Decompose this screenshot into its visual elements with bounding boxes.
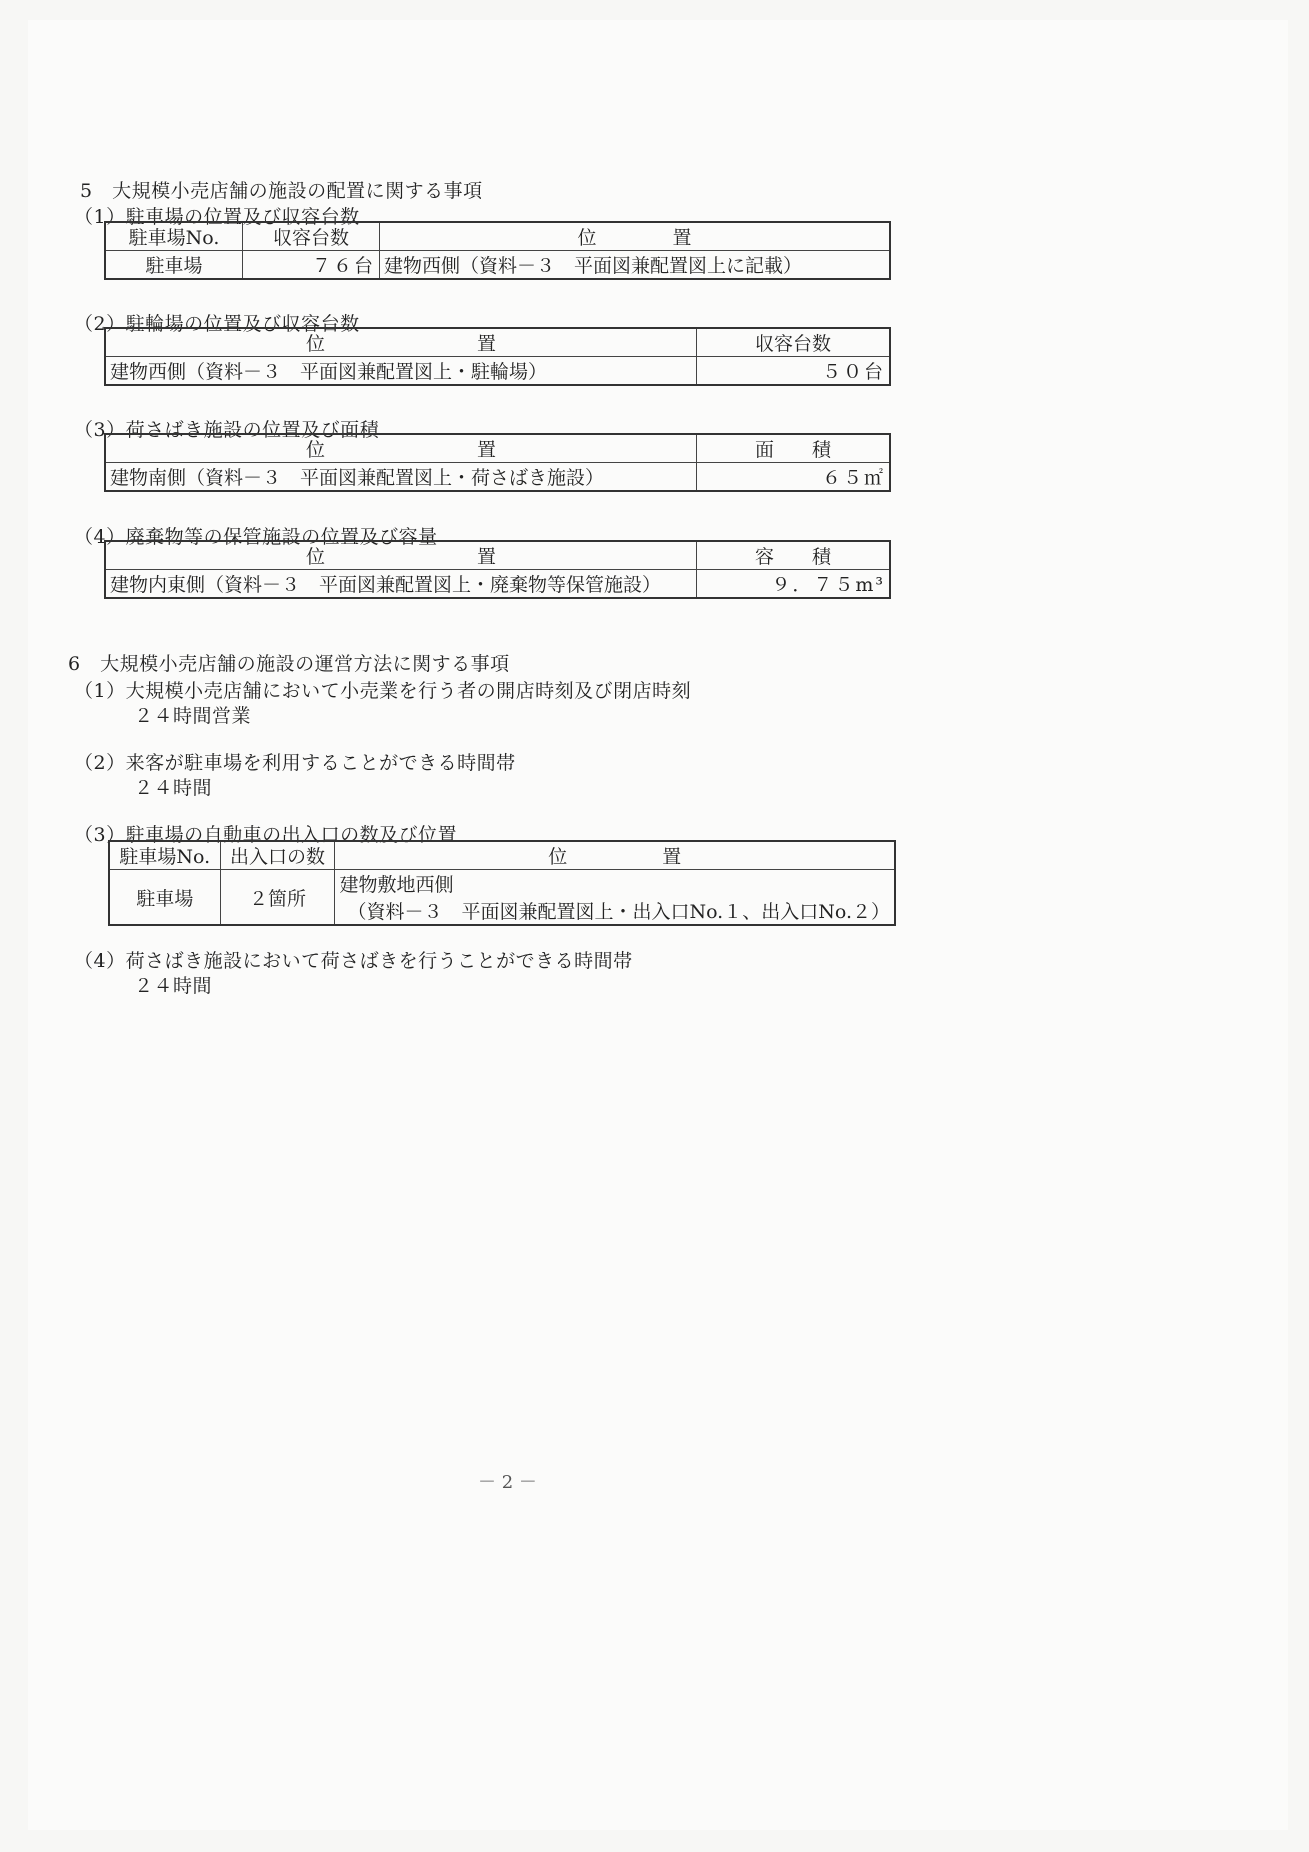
location-line-2: （資料－３ 平面図兼配置図上・出入口No.１、出入口No.２） (347, 901, 890, 923)
table-row (105, 570, 890, 599)
header-cell: 位 置 (105, 328, 697, 357)
table-header-row (109, 841, 895, 870)
table-row (105, 251, 890, 280)
parking-hours-subtitle: （2）来客が駐車場を利用することができる時間帯 (74, 752, 516, 774)
parking-table (104, 221, 891, 280)
waste-table (104, 540, 891, 599)
cell-location: 建物西側（資料－３ 平面図兼配置図上・駐輪場） (105, 357, 697, 386)
location-line-1: 建物敷地西側 (339, 874, 454, 896)
cell-capacity: ７６台 (243, 251, 380, 280)
parking-hours-value: ２４時間 (134, 777, 213, 799)
header-cell: 出入口の数 (220, 841, 335, 870)
header-cell: 駐車場No. (105, 222, 243, 251)
header-cell: 面 積 (697, 434, 891, 463)
loading-hours-subtitle: （4）荷さばき施設において荷さばきを行うことができる時間帯 (74, 950, 633, 972)
cell-location: 建物西側（資料－３ 平面図兼配置図上に記載） (380, 251, 891, 280)
parking-subtitle: （1）駐車場の位置及び収容台数 (74, 206, 360, 228)
header-cell: 位 置 (335, 841, 895, 870)
bicycle-table (104, 327, 891, 386)
cell-parking-name: 駐車場 (105, 251, 243, 280)
table-row (109, 870, 895, 926)
table-header-row (105, 434, 890, 463)
entrance-subtitle: （3）駐車場の自動車の出入口の数及び位置 (74, 824, 458, 846)
table-row (105, 463, 890, 492)
table-header-row (105, 541, 890, 570)
header-cell: 位 置 (105, 541, 697, 570)
waste-subtitle: （4）廃棄物等の保管施設の位置及び容量 (74, 526, 438, 548)
header-cell: 収容台数 (697, 328, 891, 357)
cell-location (335, 870, 895, 926)
cell-entrance-count: ２箇所 (220, 870, 335, 926)
hours-subtitle: （1）大規模小売店舗において小売業を行う者の開店時刻及び閉店時刻 (74, 680, 692, 702)
cell-parking-name: 駐車場 (109, 870, 220, 926)
cell-area: ６５㎡ (697, 463, 891, 492)
bicycle-subtitle: （2）駐輪場の位置及び収容台数 (74, 313, 360, 335)
cell-location: 建物内東側（資料－３ 平面図兼配置図上・廃棄物等保管施設） (105, 570, 697, 599)
header-cell: 位 置 (380, 222, 891, 251)
cell-capacity: ５０台 (697, 357, 891, 386)
header-cell: 容 積 (697, 541, 891, 570)
loading-subtitle: （3）荷さばき施設の位置及び面積 (74, 419, 380, 441)
header-cell: 収容台数 (243, 222, 380, 251)
loading-hours-value: ２４時間 (134, 975, 213, 997)
header-cell: 位 置 (105, 434, 697, 463)
section-6-title: 6 大規模小売店舗の施設の運営方法に関する事項 (68, 653, 510, 675)
cell-location: 建物南側（資料－３ 平面図兼配置図上・荷さばき施設） (105, 463, 697, 492)
document-page (28, 20, 1288, 1830)
page-number: － 2 － (478, 1472, 537, 1493)
table-header-row (105, 328, 890, 357)
loading-table (104, 433, 891, 492)
section-5-title: 5 大規模小売店舗の施設の配置に関する事項 (80, 180, 483, 202)
table-row (105, 357, 890, 386)
entrance-table (108, 840, 896, 926)
cell-volume: ９．７５m³ (697, 570, 891, 599)
hours-value: ２４時間営業 (134, 705, 252, 727)
header-cell: 駐車場No. (109, 841, 220, 870)
table-header-row (105, 222, 890, 251)
